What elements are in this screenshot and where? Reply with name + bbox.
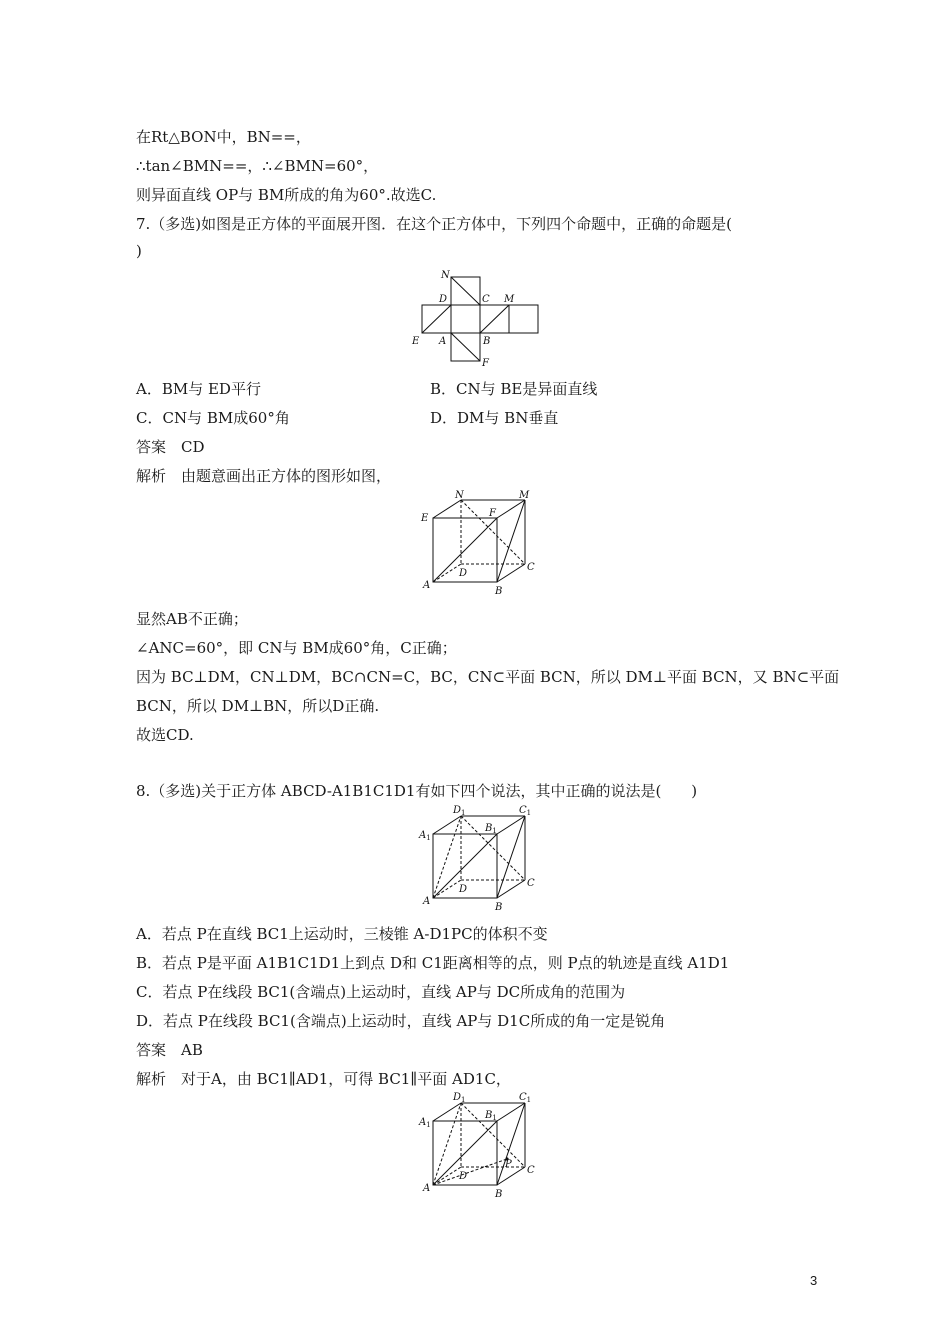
label-c: C xyxy=(527,878,535,889)
label-e: E xyxy=(412,336,420,347)
question-7-stem-cont: ) xyxy=(136,242,142,260)
option-8d: D．若点 P在线段 BC1(含端点)上运动时，直线 AP与 D1C所成的角一定是锐角 xyxy=(136,1012,666,1030)
label-e: E xyxy=(421,513,429,524)
label-n: N xyxy=(455,490,464,501)
label-d1: $D_1$ xyxy=(453,1092,466,1104)
label-d: D xyxy=(439,294,448,305)
text-line-conclusion-5: 故选CD. xyxy=(136,726,194,744)
question-7-stem: 7.（多选)如图是正方体的平面展开图．在这个正方体中，下列四个命题中，正确的命题是( xyxy=(136,215,733,233)
answer-7: 答案 CD xyxy=(136,438,205,456)
label-b: B xyxy=(495,1189,503,1200)
label-f: F xyxy=(482,358,489,369)
option-8a: A．若点 P在直线 BC1上运动时，三棱锥 A-D1PC的体积不变 xyxy=(136,925,548,943)
option-8b: B．若点 P是平面 A1B1C1D1上到点 D和 C1距离相等的点，则 P点的轨迹是直线 A1D1 xyxy=(136,954,730,972)
label-d1: $D_1$ xyxy=(453,805,466,817)
option-7c: C．CN与 BM成60°角 xyxy=(136,409,290,427)
label-n: N xyxy=(441,270,450,281)
text-line-conclusion-1: 显然AB不正确； xyxy=(136,610,248,628)
label-m: M xyxy=(504,294,515,305)
label-c1: $C_1$ xyxy=(519,805,532,817)
label-m: M xyxy=(519,490,530,501)
label-a1: $A_1$ xyxy=(419,1117,431,1129)
cube-figure-q8 xyxy=(415,804,545,916)
option-7a: A．BM与 ED平行 xyxy=(136,380,261,398)
label-b: B xyxy=(495,902,503,913)
label-d: D xyxy=(459,1171,468,1182)
analysis-8: 解析 对于A，由 BC1∥AD1，可得 BC1∥平面 AD1C， xyxy=(136,1070,511,1088)
text-line-conclusion-2: ∠ANC=60°，即 CN与 BM成60°角，C正确； xyxy=(136,639,457,657)
label-a1: $A_1$ xyxy=(419,830,431,842)
label-b: B xyxy=(483,336,491,347)
option-7d: D．DM与 BN垂直 xyxy=(430,409,559,427)
label-b1: $B_1$ xyxy=(485,1110,497,1122)
answer-8: 答案 AB xyxy=(136,1041,203,1059)
label-c: C xyxy=(527,562,535,573)
analysis-7: 解析 由题意画出正方体的图形如图， xyxy=(136,467,392,485)
label-d: D xyxy=(459,568,468,579)
label-p: P xyxy=(505,1159,512,1170)
text-line-conclusion-4: BCN，所以 DM⊥BN，所以D正确. xyxy=(136,697,380,715)
option-7b: B．CN与 BE是异面直线 xyxy=(430,380,598,398)
label-a: A xyxy=(423,896,431,907)
label-a: A xyxy=(423,580,431,591)
label-c1: $C_1$ xyxy=(519,1092,532,1104)
text-line-1: 在Rt△BON中，BN==， xyxy=(136,128,311,146)
text-line-3: 则异面直线 OP与 BM所成的角为60°.故选C. xyxy=(136,186,437,204)
label-b1: $B_1$ xyxy=(485,823,497,835)
label-f: F xyxy=(489,508,496,519)
text-line-2: ∴tan∠BMN==，∴∠BMN=60°， xyxy=(136,157,379,175)
cube-figure-q8-analysis xyxy=(415,1091,545,1203)
text-line-conclusion-3: 因为 BC⊥DM，CN⊥DM，BC∩CN=C，BC，CN⊂平面 BCN，所以 DM⊥平面 BCN，又 BN⊂平面 xyxy=(136,668,840,686)
label-c: C xyxy=(482,294,490,305)
label-a: A xyxy=(439,336,447,347)
label-c: C xyxy=(527,1165,535,1176)
option-8c: C．若点 P在线段 BC1(含端点)上运动时，直线 AP与 DC所成角的范围为 xyxy=(136,983,626,1001)
label-d: D xyxy=(459,884,468,895)
cube-figure-q7 xyxy=(415,488,545,603)
cube-net-figure xyxy=(405,265,545,375)
question-8-stem: 8.（多选)关于正方体 ABCD-A1B1C1D1有如下四个说法，其中正确的说法是( ) xyxy=(136,782,698,800)
label-b: B xyxy=(495,586,503,597)
page-number: 3 xyxy=(810,1273,818,1288)
label-a: A xyxy=(423,1183,431,1194)
